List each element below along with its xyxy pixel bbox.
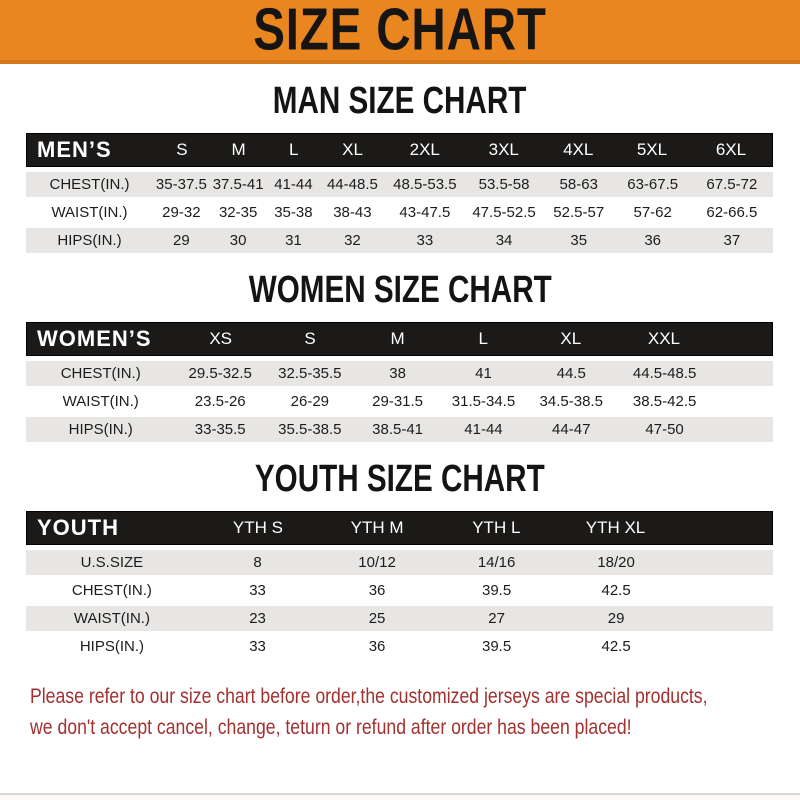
section-heading-text: WOMEN SIZE CHART	[248, 269, 552, 311]
size-column-header: XS	[209, 329, 233, 348]
table-cell: 32	[344, 232, 361, 249]
table-row	[26, 200, 773, 225]
bottom-edge-strip	[0, 793, 800, 800]
table-cell: 57-62	[633, 204, 672, 221]
row-label: WAIST(IN.)	[73, 610, 150, 627]
banner-title: SIZE CHART	[253, 0, 547, 63]
size-tables-container	[0, 80, 800, 659]
size-column-header: M	[390, 329, 405, 348]
table-cell: 67.5-72	[706, 176, 758, 193]
section-heading-text: MAN SIZE CHART	[273, 80, 527, 122]
table-row	[26, 634, 773, 659]
row-label: U.S.SIZE	[80, 554, 144, 571]
table-cell: 23.5-26	[194, 393, 246, 410]
table-cell: 34.5-38.5	[539, 393, 603, 410]
table-cell: 58-63	[559, 176, 598, 193]
table-cell: 43-47.5	[399, 204, 451, 221]
table-cell: 42.5	[601, 582, 631, 599]
table-cell: 38.5-42.5	[632, 393, 697, 410]
size-column-header: S	[176, 140, 188, 159]
section-heading-text: YOUTH SIZE CHART	[255, 458, 545, 500]
table-cell: 39.5	[481, 582, 512, 599]
size-column-header: XL	[342, 140, 363, 159]
table-row	[26, 417, 773, 442]
table-cell: 35.5-38.5	[278, 421, 342, 438]
size-column-header: XL	[560, 329, 582, 348]
table-cell: 38-43	[333, 204, 372, 221]
table-cell: 63-67.5	[627, 176, 679, 193]
table-cell: 29	[173, 232, 190, 249]
table-cell: 33	[249, 638, 266, 655]
table-cell: 30	[229, 232, 247, 249]
table-header-row	[26, 133, 773, 167]
table-cell: 29-31.5	[372, 393, 424, 410]
table-cell: 29-32	[162, 204, 201, 221]
size-column-header: M	[231, 140, 246, 159]
table-cell: 14/16	[477, 554, 516, 571]
table-cell: 32.5-35.5	[278, 365, 342, 382]
row-label: WAIST(IN.)	[62, 393, 139, 410]
row-label: CHEST(IN.)	[49, 176, 130, 193]
size-column-header: L	[288, 140, 299, 159]
table-row	[26, 361, 773, 386]
table-cell: 48.5-53.5	[393, 176, 457, 193]
section-heading	[0, 269, 800, 311]
table-cell: 41-44	[274, 176, 313, 193]
size-column-header: XXL	[647, 329, 680, 348]
table-cell: 44.5-48.5	[632, 365, 697, 382]
table-cell: 53.5-58	[478, 176, 530, 193]
table-cell: 31.5-34.5	[451, 393, 516, 410]
table-cell: 47-50	[645, 421, 684, 438]
row-label: CHEST(IN.)	[60, 365, 141, 382]
table-cell: 27	[488, 610, 505, 627]
table-cell: 62-66.5	[706, 204, 758, 221]
row-label: HIPS(IN.)	[57, 232, 122, 249]
section-women-size-chart	[0, 269, 800, 442]
table-header-row	[26, 511, 773, 545]
table-cell: 38	[389, 365, 406, 382]
size-column-header: 5XL	[636, 140, 668, 159]
row-label: HIPS(IN.)	[79, 638, 144, 655]
table-cell: 8	[253, 554, 262, 571]
table-cell: 31	[285, 232, 302, 249]
table-cell: 38.5-41	[372, 421, 424, 438]
table-cell: 35-37.5	[155, 176, 207, 193]
banner	[0, 0, 800, 64]
table-cell: 37	[723, 232, 741, 249]
size-column-header: 2XL	[409, 140, 440, 159]
table-cell: 35-38	[274, 204, 313, 221]
table-cell: 10/12	[358, 554, 396, 571]
table-cell: 41-44	[464, 421, 503, 438]
row-label: HIPS(IN.)	[68, 421, 133, 438]
size-column-header: 3XL	[488, 140, 519, 159]
table-title-cell: WOMEN’S	[37, 326, 152, 351]
table-cell: 33	[416, 232, 434, 249]
footer-line-2: we don't accept cancel, change, teturn or refund after order has been placed!	[30, 716, 632, 739]
table-title-cell: MEN’S	[37, 137, 112, 162]
size-column-header: YTH S	[232, 518, 283, 537]
footer-note	[30, 681, 800, 743]
table-cell: 44-48.5	[326, 176, 378, 193]
size-column-header: L	[478, 329, 489, 348]
table-row	[26, 172, 773, 197]
table-cell: 52.5-57	[553, 204, 605, 221]
row-label: WAIST(IN.)	[51, 204, 128, 221]
section-heading	[0, 80, 800, 122]
size-column-header: YTH XL	[585, 518, 646, 537]
table-cell: 37.5-41	[212, 176, 264, 193]
table-title-cell: YOUTH	[37, 515, 119, 540]
section-man-size-chart	[0, 80, 800, 253]
table-cell: 42.5	[601, 638, 631, 655]
women-size-chart-table	[26, 322, 773, 442]
table-cell: 23	[249, 610, 266, 627]
table-cell: 32-35	[218, 204, 258, 221]
size-column-header: S	[304, 329, 316, 348]
size-column-header: YTH M	[350, 518, 404, 537]
table-cell: 39.5	[481, 638, 512, 655]
section-youth-size-chart	[0, 458, 800, 659]
table-cell: 36	[644, 232, 662, 249]
size-column-header: 6XL	[715, 140, 747, 159]
table-cell: 35	[570, 232, 588, 249]
table-row	[26, 389, 773, 414]
table-cell: 33	[249, 582, 266, 599]
table-cell: 44.5	[556, 365, 586, 382]
table-cell: 44-47	[552, 421, 591, 438]
row-label: CHEST(IN.)	[71, 582, 152, 599]
table-cell: 33-35.5	[194, 421, 246, 438]
table-cell: 18/20	[597, 554, 635, 571]
table-cell: 41	[475, 365, 492, 382]
table-cell: 47.5-52.5	[472, 204, 536, 221]
section-heading	[0, 458, 800, 500]
table-cell: 36	[368, 582, 386, 599]
size-column-header: 4XL	[563, 140, 594, 159]
man-size-chart-table	[26, 133, 773, 253]
table-row	[26, 606, 773, 631]
table-cell: 25	[368, 610, 386, 627]
table-cell: 29.5-32.5	[188, 365, 252, 382]
size-column-header: YTH L	[472, 518, 521, 537]
youth-size-chart-table	[26, 511, 773, 659]
table-row	[26, 550, 773, 575]
table-cell: 34	[495, 232, 513, 249]
table-header-row	[26, 322, 773, 356]
table-row	[26, 578, 773, 603]
table-cell: 29	[607, 610, 625, 627]
table-cell: 36	[368, 638, 386, 655]
table-row	[26, 228, 773, 253]
footer-line-1: Please refer to our size chart before order,the customized jerseys are special products,	[30, 685, 708, 708]
table-cell: 26-29	[290, 393, 330, 410]
